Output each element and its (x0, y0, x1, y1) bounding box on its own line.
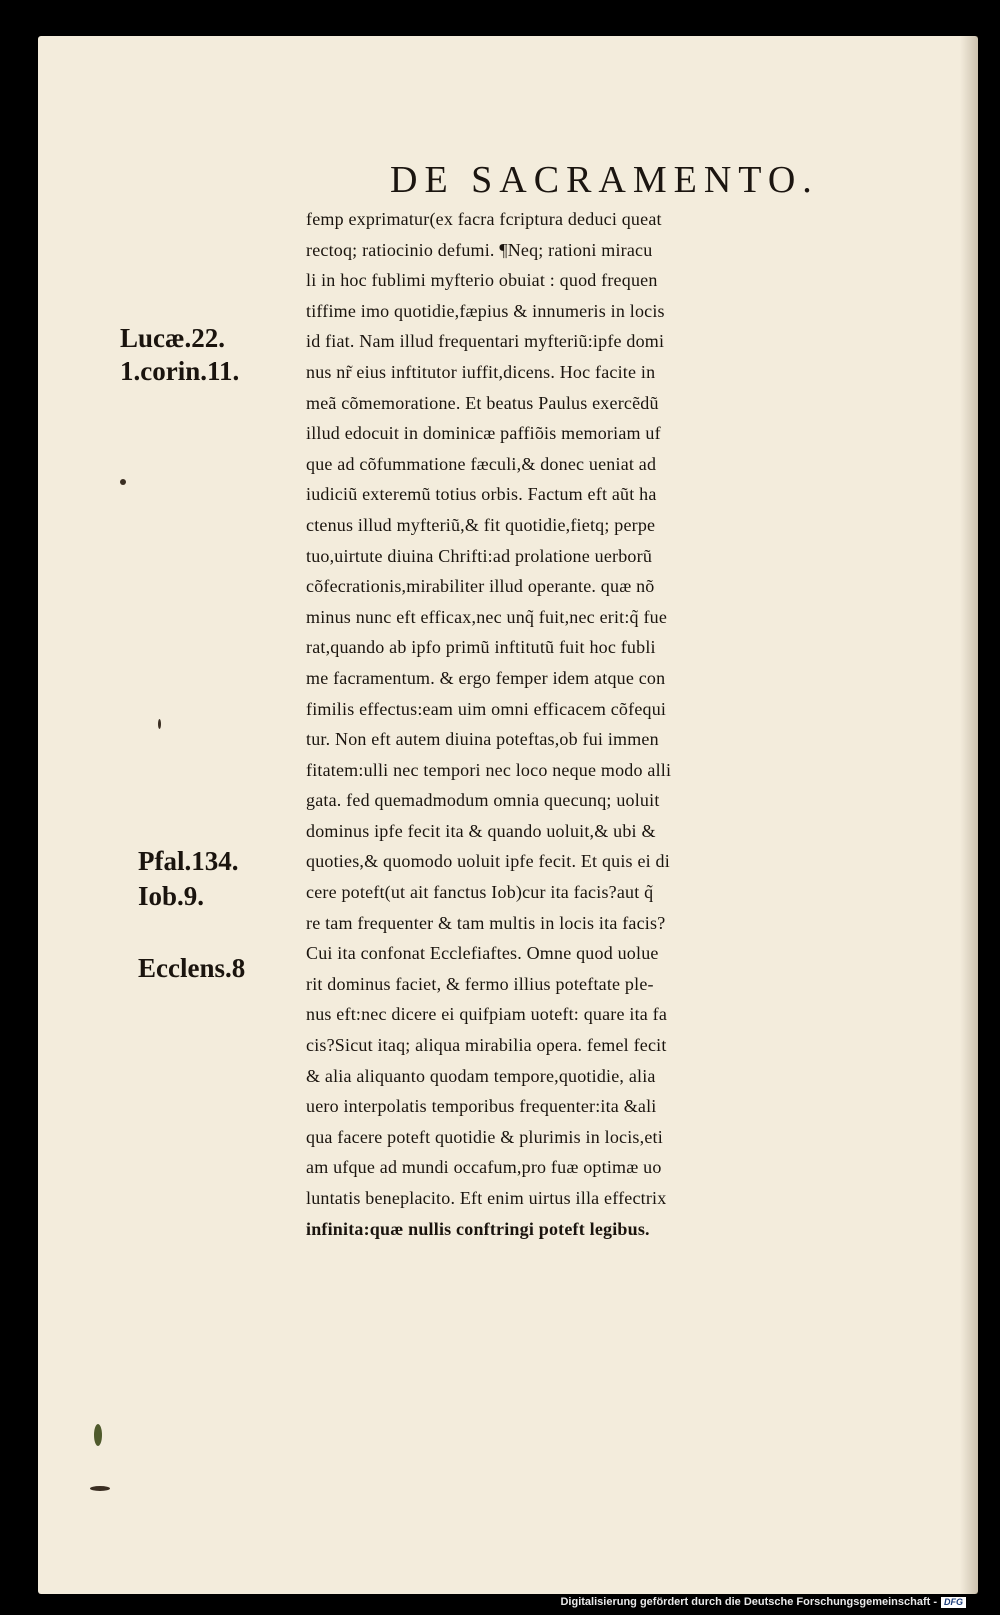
text-line: & alia aliquanto quodam tempore,quotidie, alia (306, 1065, 656, 1086)
text-line: minus nunc eft efficax,nec unq̃ fuit,nec erit:q̃ fue (306, 606, 668, 627)
ink-speck (120, 479, 126, 485)
text-line: femp exprimatur(ex facra fcriptura deduci queat (306, 209, 662, 229)
text-line: qua facere poteft quotidie & plurimis in locis,eti (306, 1126, 663, 1147)
ink-speck (90, 1486, 110, 1491)
text-line: cõfecrationis,mirabiliter illud operante. quæ nõ (306, 576, 655, 597)
text-line: nus eft:nec dicere ei quifpiam uoteft: quare ita fa (306, 1004, 668, 1025)
text-line: meã cõmemoratione. Et beatus Paulus exercẽdũ (306, 392, 659, 413)
text-line: iudiciũ exteremũ totius orbis. Factum eft aũt ha (306, 484, 657, 505)
text-line: id fiat. Nam illud frequentari myfteriũ:ipfe domi (306, 331, 665, 352)
marginal-note: 1.corin.11. (120, 356, 240, 386)
text-line: rat,quando ab ipfo primũ inftitutũ fuit hoc fubli (306, 637, 656, 658)
text-line: tiffime imo quotidie,fæpius & innumeris in locis (306, 300, 665, 321)
text-line: cis?Sicut itaq; aliqua mirabilia opera. femel fecit (306, 1035, 667, 1056)
text-line: luntatis beneplacito. Eft enim uirtus illa effectrix (306, 1188, 667, 1208)
text-line: gata. fed quemadmodum omnia quecunq; uoluit (306, 790, 660, 811)
marginal-note: Ecclens.8 (138, 953, 246, 983)
text-line: ctenus illud myfteriũ,& fit quotidie,fietq; perpe (306, 514, 656, 535)
text-line: rit dominus faciet, & fermo illius poteftate ple- (306, 973, 654, 994)
book-page (38, 36, 978, 1594)
main-text-block (306, 204, 1000, 1244)
text-line: am ufque ad mundi occafum,pro fuæ optimæ uo (306, 1157, 662, 1178)
paper-stain (94, 1424, 102, 1446)
ink-speck (158, 719, 161, 729)
digitization-credit (560, 1596, 966, 1608)
text-line: rectoq; ratiocinio defumi. ¶Neq; rationi miracu (306, 239, 653, 260)
marginal-note: Iob.9. (138, 881, 205, 911)
text-line: tur. Non eft autem diuina poteftas,ob fui immen (306, 729, 659, 750)
text-line: illud edocuit in dominicæ paffiõis memoriam uf (306, 423, 661, 444)
text-line: fimilis effectus:eam uim omni efficacem cõfequi (306, 698, 667, 719)
text-line: quoties,& quomodo uoluit ipfe fecit. Et quis ei di (306, 851, 670, 872)
text-line: uero interpolatis temporibus frequenter:ita &ali (306, 1096, 657, 1117)
text-line: que ad cõfummatione fæculi,& donec ueniat ad (306, 453, 657, 474)
text-line: infinita:quæ nullis conftringi poteft legibus. (306, 1218, 650, 1239)
text-line: tuo,uirtute diuina Chrifti:ad prolatione uerborũ (306, 545, 653, 566)
text-line: me facramentum. & ergo femper idem atque con (306, 667, 666, 688)
text-line: dominus ipfe fecit ita & quando uoluit,& ubi & (306, 820, 656, 841)
text-line: li in hoc fublimi myfterio obuiat : quod frequen (306, 270, 658, 291)
marginal-note: Lucæ.22. (120, 323, 226, 353)
text-line: re tam frequenter & tam multis in locis ita facis? (306, 912, 666, 933)
running-head: DE SACRAMENTO. (390, 159, 819, 201)
text-line: cere poteft(ut ait fanctus Iob)cur ita facis?aut q̃ (306, 882, 654, 903)
marginal-note: Pfal.134. (138, 846, 239, 876)
text-line: Cui ita confonat Ecclefiaftes. Omne quod uolue (306, 943, 659, 964)
text-line: fitatem:ulli nec tempori nec loco neque modo alli (306, 759, 672, 780)
dfg-logo: DFG (941, 1597, 966, 1608)
text-line: nus nr̃ eius inftitutor iuffit,dicens. Hoc facite in (306, 361, 656, 382)
credit-text: Digitalisierung gefördert durch die Deutsche Forschungsgemeinschaft - (560, 1596, 937, 1608)
